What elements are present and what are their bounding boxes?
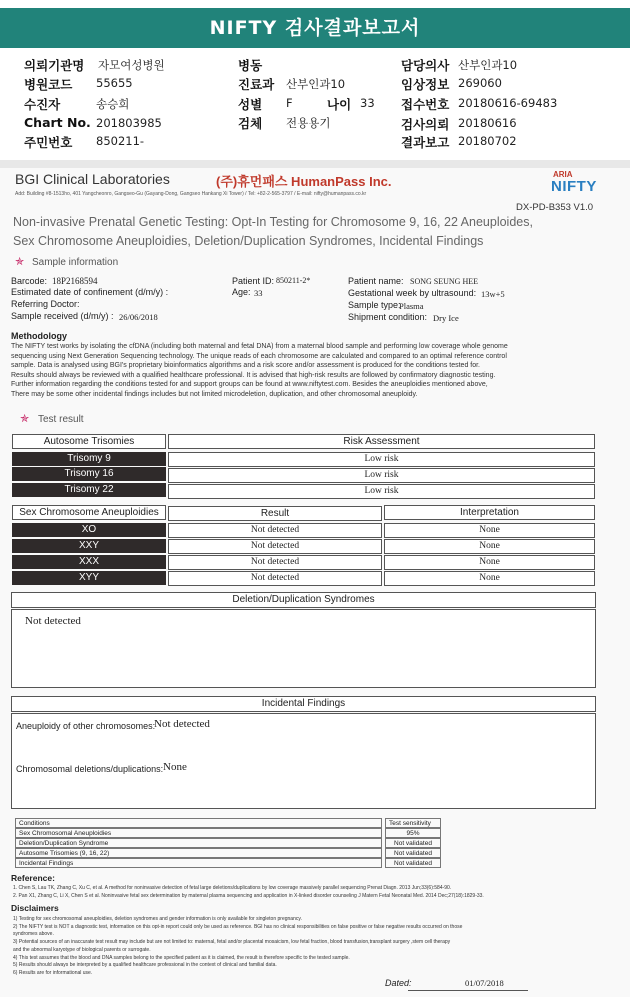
disclaimer-item: and the abnormal karyotype of biological parents or surrogate. (13, 946, 151, 953)
shipment-value: Dry Ice (433, 313, 459, 323)
nifty-logo (551, 170, 607, 196)
gestational-week-label: Gestational week by ultrasound: (348, 288, 477, 298)
rrn-value: 850211- (96, 134, 145, 148)
barcode-value: 18P2168594 (52, 276, 98, 286)
sample-age-value: 33 (254, 288, 263, 298)
condition-row: Sex Chromosomal Aneuploidies (15, 828, 382, 838)
scanned-report (0, 168, 630, 997)
doctor-value: 산부인과10 (458, 58, 518, 72)
methodology-text (11, 342, 508, 399)
trisomy-22-risk: Low risk (168, 484, 595, 499)
hospital-code-value: 55655 (96, 76, 133, 90)
patient-name-value: SONG SEUNG HEE (410, 277, 478, 286)
trisomy-22-label: Trisomy 22 (12, 483, 166, 497)
patient-label: 수진자 (24, 97, 61, 112)
condition-value: Not validated (385, 858, 441, 868)
sex-label: 성별 (238, 97, 263, 112)
dept-value: 산부인과10 (286, 77, 346, 91)
ward-label: 병동 (238, 58, 263, 73)
logo-aria: ARIA (553, 170, 573, 179)
risk-assessment-header: Risk Assessment (168, 434, 595, 449)
dna-icon: ✯ (20, 412, 30, 425)
disclaimer-item: 3) Potential sources of an inaccurate test result may include but are not limited to: maternal, fetal and/or placental mosaicism, low fetal fraction, blood transfusion,transplant surgery ,stem cell therapy (13, 939, 451, 946)
condition-row: Incidental Findings (15, 858, 382, 868)
request-date-label: 검사의뢰 (401, 117, 450, 132)
document-code: DX-PD-B353 V1.0 (516, 202, 594, 213)
interpretation-header: Interpretation (384, 505, 595, 520)
received-value: 26/06/2018 (119, 312, 158, 322)
disclaimer-item: syndromes above. (13, 931, 54, 938)
deletions-value: None (163, 761, 187, 773)
deldup-value: Not detected (25, 615, 81, 627)
xxy-label: XXY (12, 539, 166, 553)
patient-id-value: 850211-2* (276, 276, 311, 285)
condition-value: Not validated (385, 838, 441, 848)
sample-info-heading: Sample information (32, 257, 119, 268)
sample-type-value: Plasma (399, 301, 424, 311)
condition-value: Not validated (385, 848, 441, 858)
methodology-heading: Methodology (11, 331, 67, 341)
incidental-box (11, 713, 596, 809)
sample-type-label: Sample type: (348, 300, 401, 310)
disclaimer-item: 6) Results are for informational use. (13, 969, 93, 976)
methodology-line: The NIFTY test works by isolating the cfDNA (including both maternal and fetal DNA) from a maternal blood sample and performing low coverage whole genome (11, 343, 508, 350)
lab-name: BGI Clinical Laboratories (15, 171, 170, 187)
report-date-value: 20180702 (458, 134, 517, 148)
specimen-value: 전용용기 (286, 116, 331, 130)
patient-value: 송승희 (96, 97, 130, 111)
xyy-label: XYY (12, 571, 166, 585)
result-header: Result (168, 506, 382, 521)
specimen-label: 검체 (238, 116, 263, 131)
methodology-line: sample. Data is analysed using BGI's proprietary bioinformatics algorithms and a risk score and/or assessment is produced for the conditions tested for. (11, 362, 481, 369)
deletions-label: Chromosomal deletions/duplications: (16, 764, 164, 774)
aneuploidy-label: Aneuploidy of other chromosomes: (16, 721, 156, 731)
trisomy-9-risk: Low risk (168, 452, 595, 467)
partner-name: (주)휴먼패스 HumanPass Inc. (216, 174, 392, 189)
sex-chromosome-header: Sex Chromosome Aneuploidies (12, 505, 166, 520)
xyy-interpretation: None (384, 571, 595, 586)
request-info-panel (0, 48, 630, 158)
age-value: 33 (360, 96, 375, 110)
xyy-result: Not detected (168, 571, 382, 586)
conditions-header: Conditions (15, 818, 382, 828)
disclaimers-heading: Disclaimers (11, 903, 59, 913)
condition-row: Deletion/Duplication Syndrome (15, 838, 382, 848)
aneuploidy-value: Not detected (154, 718, 210, 730)
patient-id-label: Patient ID: (232, 276, 275, 286)
dept-label: 진료과 (238, 77, 275, 92)
autosome-header: Autosome Trisomies (12, 434, 166, 449)
test-result-heading: Test result (38, 414, 84, 425)
received-label: Sample received (d/m/y) : (11, 311, 114, 321)
deldup-box (11, 609, 596, 688)
clinical-info-label: 임상정보 (401, 77, 450, 92)
incidental-header: Incidental Findings (11, 696, 596, 712)
disclaimer-item: 4) This test assumes that the blood and DNA samples belong to the specified patient as it is claimed, the result is therefore specific to the tested sample. (13, 954, 350, 961)
sample-age-label: Age: (232, 287, 251, 297)
dated-value: 01/07/2018 (465, 978, 504, 988)
shipment-label: Shipment condition: (348, 312, 428, 322)
gestational-week-value: 13w+5 (481, 289, 505, 299)
xo-interpretation: None (384, 523, 595, 538)
conditions-table (15, 818, 441, 868)
methodology-line: sequencing using Next Generation Sequencing technology. The unique reads of each chromosome are calculated and compared to an optimal reference control (11, 352, 507, 360)
xxy-result: Not detected (168, 539, 382, 554)
test-title-line-2: Sex Chromosome Aneuploidies, Deletion/Duplication Syndromes, Incidental Findings (13, 234, 484, 248)
test-title-line-1: Non-invasive Prenatal Genetic Testing: Opt-In Testing for Chromosome 9, 16, 22 Aneuploides, (13, 215, 533, 229)
trisomy-9-label: Trisomy 9 (12, 452, 166, 466)
referring-doctor-label: Referring Doctor: (11, 299, 80, 309)
edc-label: Estimated date of confinement (d/m/y) : (11, 287, 169, 297)
condition-value: 95% (385, 828, 441, 838)
condition-row: Autosome Trisomies (9, 16, 22) (15, 848, 382, 858)
receipt-no-value: 20180616-69483 (458, 96, 558, 110)
institution-value: 자모여성병원 (98, 58, 165, 72)
xo-result: Not detected (168, 523, 382, 538)
clinical-info-value: 269060 (458, 76, 502, 90)
chart-no-value: 201803985 (96, 116, 162, 130)
report-title-bar (0, 8, 630, 48)
reference-heading: Reference: (11, 873, 55, 883)
trisomy-16-label: Trisomy 16 (12, 467, 166, 481)
deldup-header: Deletion/Duplication Syndromes (11, 592, 596, 608)
age-label: 나이 (327, 97, 352, 112)
receipt-no-label: 접수번호 (401, 97, 450, 112)
disclaimer-item: 5) Results should always be interpreted by a qualified healthcare professional in the context of clinical and familial data. (13, 962, 277, 969)
institution-label: 의뢰기관명 (24, 58, 85, 73)
sensitivity-header: Test sensitivity (385, 818, 441, 828)
dna-icon: ✯ (15, 255, 25, 268)
xxx-interpretation: None (384, 555, 595, 570)
report-date-label: 결과보고 (401, 135, 450, 150)
disclaimer-item: 1) Testing for sex chromosomal aneuploidies, deletion syndromes and gender information is only available for singleton pregnancy. (13, 916, 302, 922)
reference-list (13, 884, 484, 900)
disclaimer-item: 2) The NIFTY test is NOT a diagnostic test, information on this opt-in report could only be used as reference. BGI has no clinical responsibilities on false positive or false negative results occurred on those (13, 923, 463, 930)
xxy-interpretation: None (384, 539, 595, 554)
trisomy-16-risk: Low risk (168, 468, 595, 483)
xxx-result: Not detected (168, 555, 382, 570)
methodology-line: There may be some other incidental findings includes but not limited microdeletion, duplication, and other chromosomal aneuploidy. (11, 390, 418, 398)
disclaimer-list (13, 916, 462, 978)
methodology-line: Results should always be reviewed with a qualified healthcare professional. It is advised that high-risk results are followed by confirmatory diagnostic testing. (11, 371, 496, 379)
hospital-code-label: 병원코드 (24, 77, 73, 92)
signature-line (408, 990, 528, 991)
methodology-line: Further information regarding the conditions tested for and support groups can be found at www.niftytest.com. Besides the aneuploidies mentioned above, (11, 381, 488, 388)
doctor-label: 담당의사 (401, 58, 450, 73)
logo-nifty: NIFTY (551, 178, 597, 195)
xxx-label: XXX (12, 555, 166, 569)
dated-label: Dated: (385, 978, 412, 988)
lab-address: Add: Building #8-1513ho, 401 Yangcheonro, Gangseo-Gu (Gayang-Dong, Gangseo Hankang Xi Tower) / Tel: +82-2-565-3797 / E-mail: nifty@humanpass.co.kr (15, 191, 367, 197)
reference-item: 2. Pan X1, Zhang C, Li X, Chen S et al. Noninvasive fetal sex determination by maternal plasma sequencing and application in X-linked disorder counseling J Matern Fetal Neonatal Med. 2014 Dec;27(18):1829-33. (13, 893, 484, 899)
sex-value: F (286, 96, 293, 110)
patient-name-label: Patient name: (348, 276, 404, 286)
section-divider (0, 160, 630, 168)
barcode-label: Barcode: (11, 276, 48, 286)
reference-item: 1. Chen S, Lau TK, Zhang C, Xu C, et al. A method for noninvasive detection of fetal large deletions/duplications by low coverage massively parallel sequencing Prenat Diagn. 2013 Jun;33(6):584-90. (13, 885, 452, 891)
request-date-value: 20180616 (458, 116, 517, 130)
report-title: NIFTY 검사결과보고서 (209, 17, 421, 39)
xo-label: XO (12, 523, 166, 537)
rrn-label: 주민번호 (24, 135, 73, 150)
chart-no-label: Chart No. (24, 115, 91, 130)
